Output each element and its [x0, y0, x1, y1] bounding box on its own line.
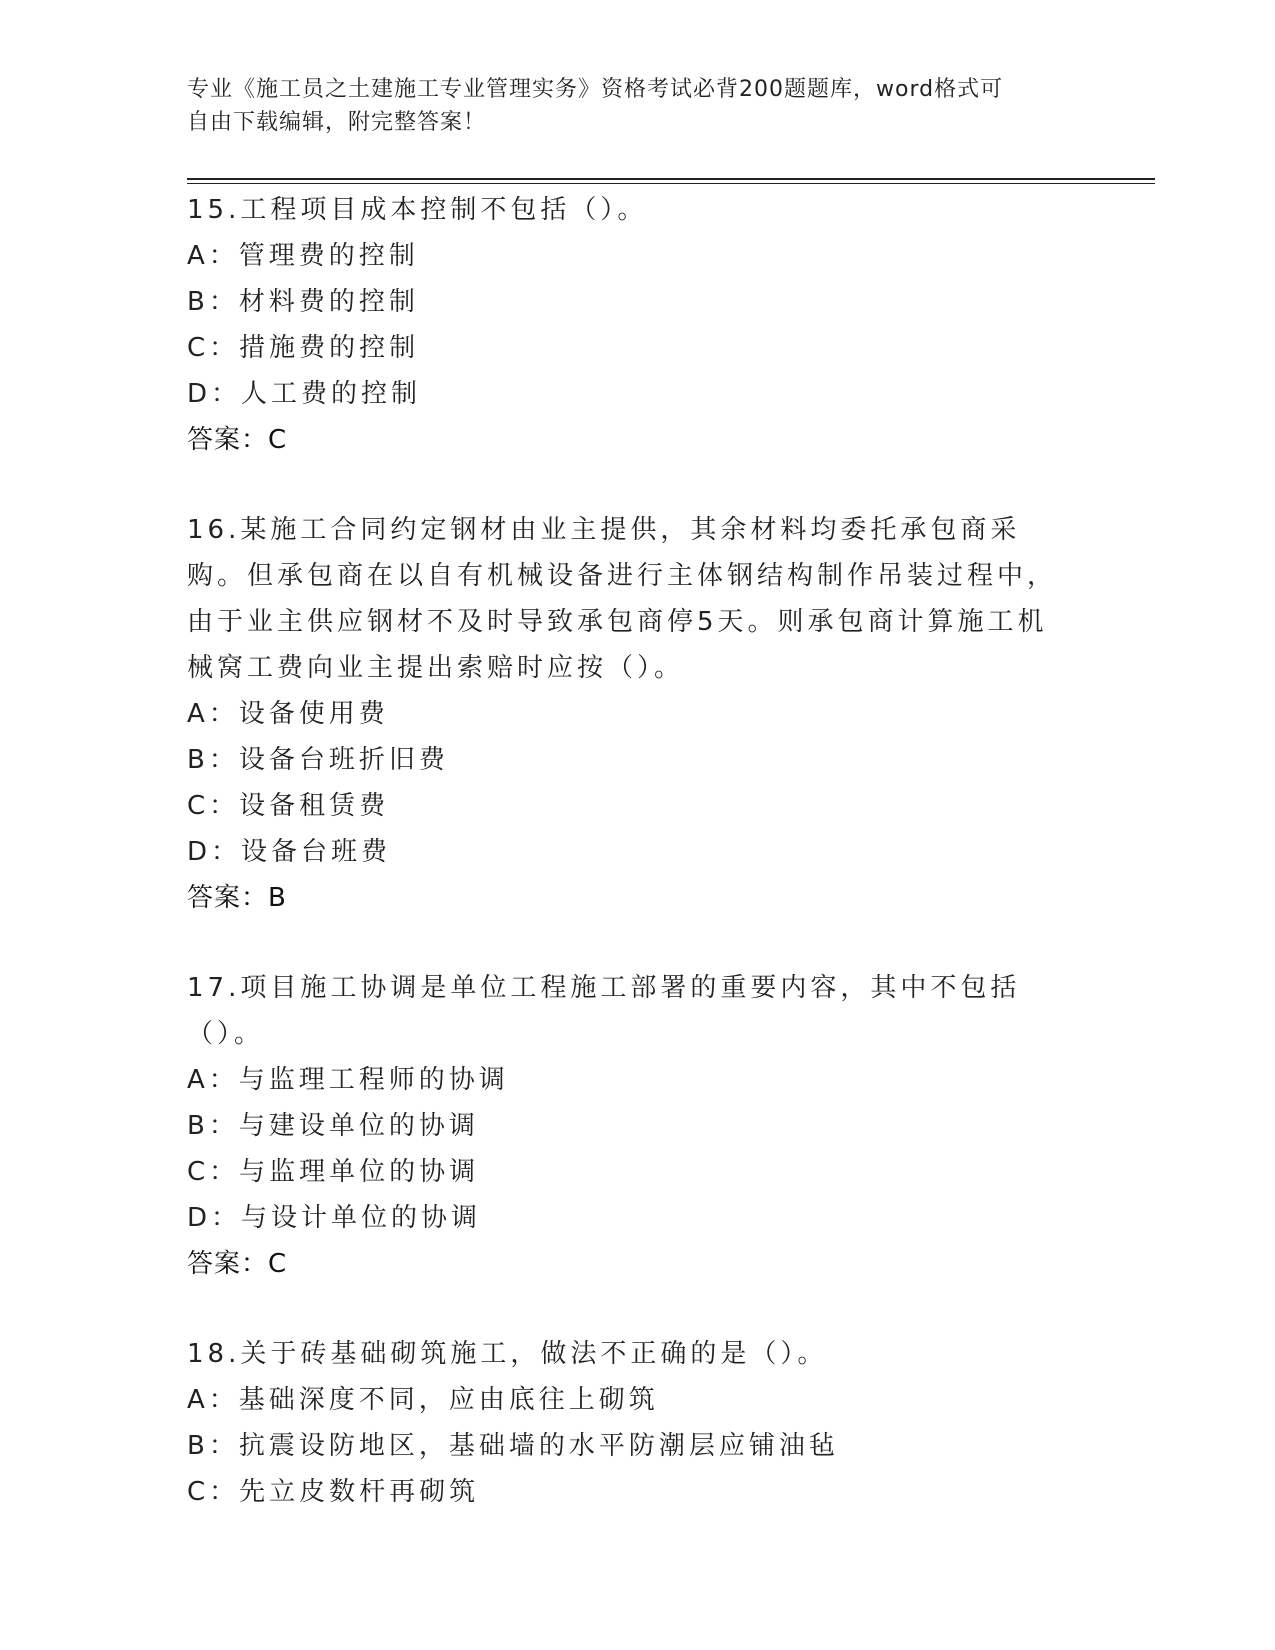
question-text: 15.工程项目成本控制不包括（）。	[187, 195, 648, 225]
answer	[187, 1241, 1087, 1287]
option-c: C：措施费的控制	[187, 333, 420, 363]
question-spacer	[187, 921, 1087, 965]
answer-value: C	[268, 425, 288, 455]
option-d: D：设备台班费	[187, 837, 392, 867]
question-text: 17.项目施工协调是单位工程施工部署的重要内容，其中不包括（）。	[187, 973, 1021, 1049]
question-18	[187, 1331, 1087, 1515]
header-title-line-2: 自由下载编辑，附完整答案！	[187, 110, 487, 135]
option-c: C：先立皮数杆再砌筑	[187, 1477, 480, 1507]
question-text: 18.关于砖基础砌筑施工，做法不正确的是（）。	[187, 1339, 828, 1369]
question-15	[187, 187, 1087, 463]
header-divider-thin	[187, 183, 1155, 184]
header-title-line-1: 专业《施工员之土建施工专业管理实务》资格考试必背200题题库，word格式可	[187, 77, 1004, 102]
answer-label: 答案：	[187, 425, 269, 455]
answer-value: B	[268, 883, 287, 913]
question-spacer	[187, 463, 1087, 507]
question-17	[187, 965, 1087, 1287]
header-divider-thick	[187, 178, 1155, 180]
option-c: C：设备租赁费	[187, 791, 390, 821]
option-b: B：设备台班折旧费	[187, 745, 449, 775]
option-d: D：人工费的控制	[187, 379, 422, 409]
question-list	[187, 187, 1087, 1515]
answer-label: 答案：	[187, 1249, 269, 1279]
option-b: B：材料费的控制	[187, 287, 419, 317]
question-text: 16.某施工合同约定钢材由业主提供，其余材料均委托承包商采购。但承包商在以自有机械设备进行主体钢结构制作吊装过程中，由于业主供应钢材不及时导致承包商停5天。则承包商计算施工机械窝工费向业主提出索赔时应按（）。	[187, 515, 1058, 683]
answer	[187, 417, 1087, 463]
option-a: A：基础深度不同，应由底往上砌筑	[187, 1385, 659, 1415]
question-16	[187, 507, 1087, 921]
option-d: D：与设计单位的协调	[187, 1203, 482, 1233]
option-b: B：抗震设防地区，基础墙的水平防潮层应铺油毡	[187, 1431, 839, 1461]
option-a: A：管理费的控制	[187, 241, 419, 271]
option-b: B：与建设单位的协调	[187, 1111, 479, 1141]
option-a: A：设备使用费	[187, 699, 389, 729]
document-header	[187, 73, 1087, 139]
answer	[187, 875, 1087, 921]
question-spacer	[187, 1287, 1087, 1331]
option-c: C：与监理单位的协调	[187, 1157, 480, 1187]
option-a: A：与监理工程师的协调	[187, 1065, 509, 1095]
answer-label: 答案：	[187, 883, 269, 913]
answer-value: C	[268, 1249, 288, 1279]
